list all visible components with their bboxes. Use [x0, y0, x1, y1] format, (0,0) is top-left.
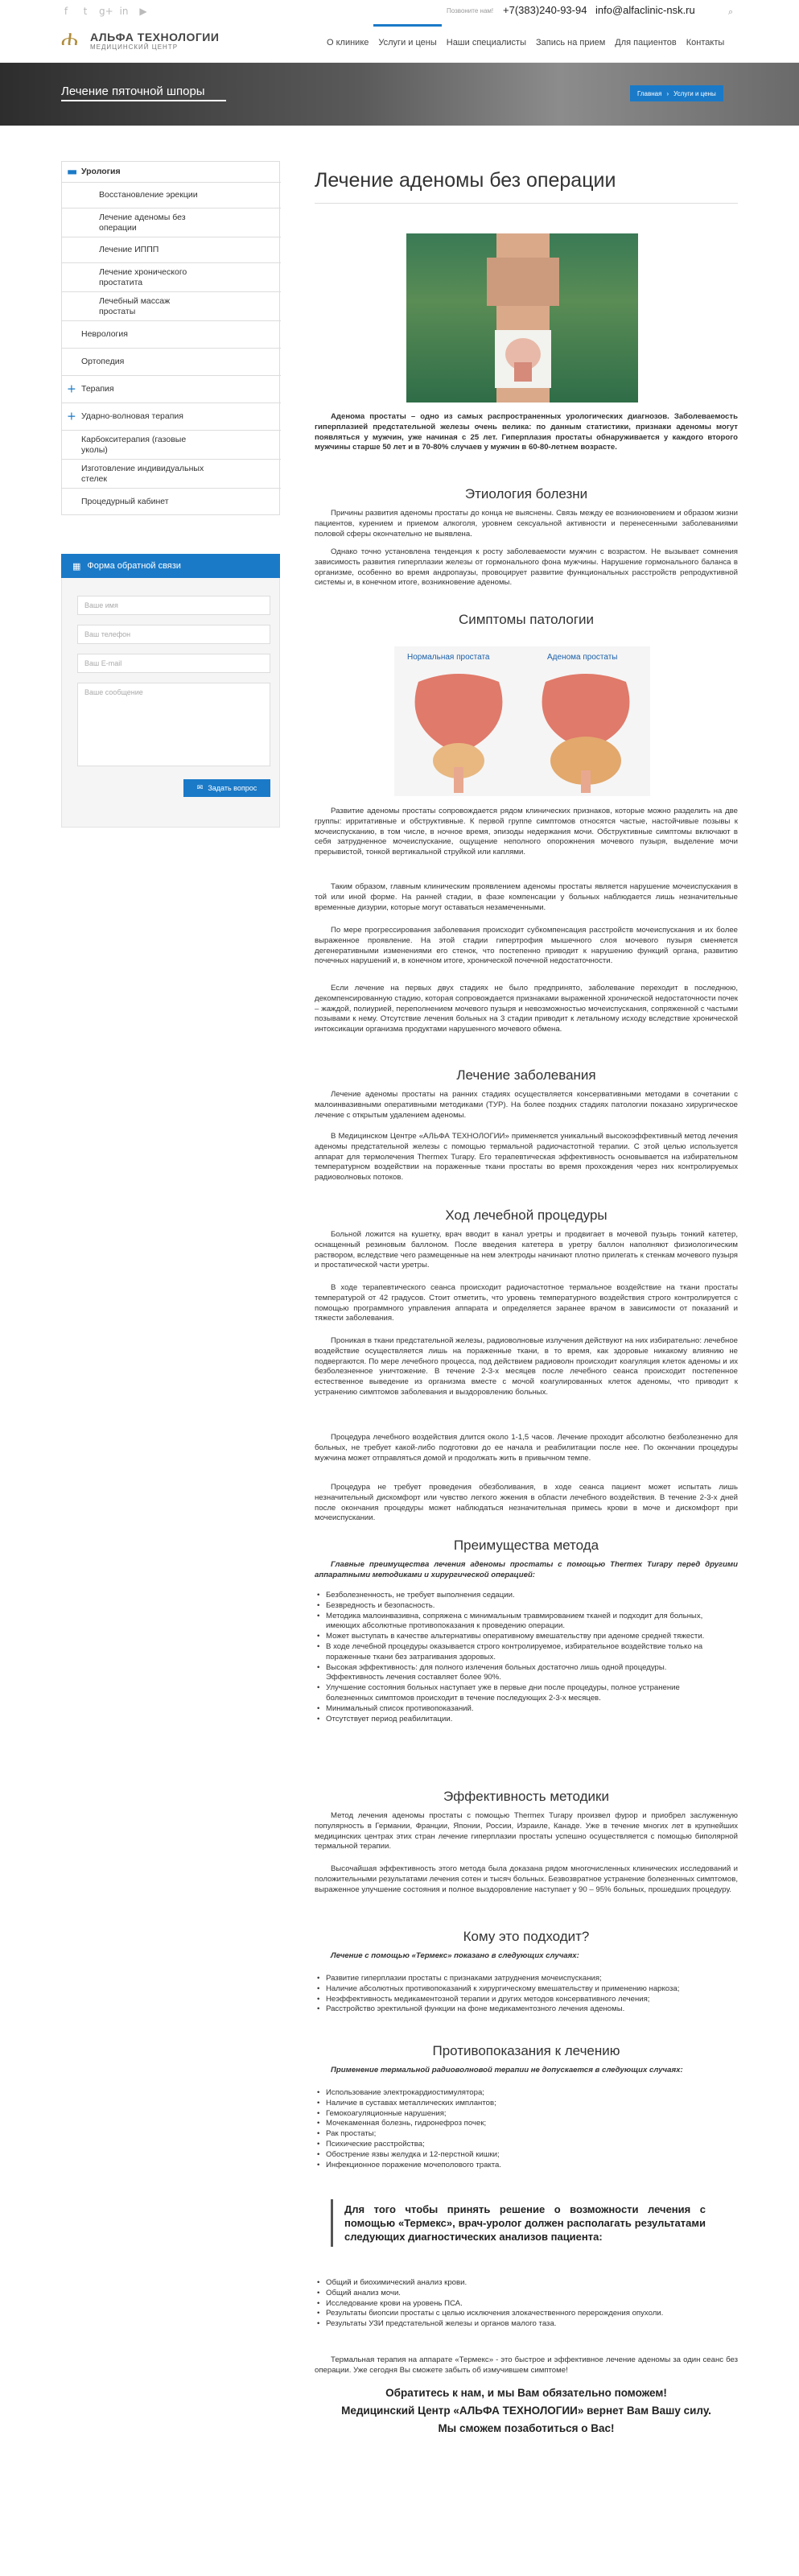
- normal-prostate-caption: Нормальная простата: [407, 653, 490, 662]
- procedure-paragraph-5: Процедура не требует проведения обезболивания, в ходе сеанса пациент может испытать лишь незначительный дискомфорт или чувство легкого жжения в области лечебного воздействия. В течение 2-3-х дней после окончания процедуры может наблюдаться незначительная примесь крови в моче и дискомфорт при мочеиспускании.: [315, 1483, 738, 1523]
- logo-subtitle: МЕДИЦИНСКИЙ ЦЕНТР: [90, 43, 179, 51]
- procedure-paragraph-3: Проникая в ткани предстательной железы, радиоволновые излучения действуют на них избирательно: лечебное воздействие осуществляется лишь на пораженные ткани, в то время, как здоровые никакому влиянию не подвергаются. По мере лечебного процесса, под действием радиоволн происходит коагуляция клеток аденомы и их безболезненное уничтожение. В течение 2-3-х месяцев после лечебного сеанса происходит постепенное естественное выведение из организма вместе с мочой коагулированных клеток аденомы, что приводит к устранению симптомов заболевания и выздоровлению больных.: [315, 1336, 738, 1397]
- feedback-form-header: ▦ Форма обратной связи: [61, 554, 280, 578]
- list-item: • Минимальный список противопоказаний.: [315, 1704, 717, 1715]
- sidebar-item-erection[interactable]: Восстановление эрекции: [62, 183, 281, 208]
- list-item: • Расстройство эректильной функции на фоне медикаментозного лечения аденомы.: [315, 2004, 717, 2015]
- banner-title: Лечение пяточной шпоры: [61, 85, 205, 98]
- advantages-heading: Преимущества метода: [453, 1538, 599, 1553]
- page-title: Лечение аденомы без операции: [315, 169, 616, 192]
- sidebar-item-urology[interactable]: ▬ Урология: [62, 162, 281, 183]
- contraindications-heading: Противопоказания к лечению: [432, 2043, 620, 2058]
- logo-title[interactable]: АЛЬФА ТЕХНОЛОГИИ: [90, 31, 220, 43]
- name-input[interactable]: Ваше имя: [77, 596, 270, 615]
- sidebar-item-ippp[interactable]: Лечение ИППП: [62, 237, 281, 263]
- effectiveness-heading: Эффективность методики: [443, 1789, 609, 1804]
- title-divider: [315, 203, 738, 204]
- sidebar-item-orthopedics[interactable]: Ортопедия: [62, 349, 281, 376]
- list-item: • Исследование крови на уровень ПСА.: [315, 2299, 717, 2310]
- symptoms-paragraph-1: Развитие аденомы простаты сопровождается рядом клинических признаков, которые можно разделить на две группы: ирритативные и обструктивные. К первой группе симптомов относятся частые, настойчивые позывы к мочеиспусканию, в том числе, в ночное время, эпизоды недержания мочи. Обструктивные симптомы включают в себя затрудненное мочеиспускание, ощущение неполного опорожнения мочевого пузыря, выделение мочи прерывистой, тонкой вертикальной струйкой или каплями.: [315, 807, 738, 857]
- list-item: • Использование электрокардиостимулятора;: [315, 2088, 717, 2099]
- sidebar: [61, 161, 280, 515]
- breadcrumb-services[interactable]: Услуги и цены: [673, 89, 716, 97]
- adenoma-caption: Аденома простаты: [547, 653, 618, 662]
- etiology-heading: Этиология болезни: [464, 486, 588, 502]
- procedure-paragraph-2: В ходе терапевтического сеанса происходит радиочастотное термальное воздействие на ткани простаты температурой от 42 градусов. Стоит отметить, что уровень температурного воздействия строго контролируется с помощью программного управления аппарата и определяется заранее врачом в зависимости от показаний и тяжести заболевания.: [315, 1283, 738, 1323]
- phone-input[interactable]: Ваш телефон: [77, 625, 270, 644]
- breadcrumb-separator-icon: ›: [666, 89, 669, 97]
- nav-specialists[interactable]: Наши специалисты: [446, 38, 526, 47]
- nav-contacts[interactable]: Контакты: [686, 38, 725, 47]
- main-nav: [322, 24, 729, 63]
- contraindications-list: [315, 2088, 717, 2170]
- breadcrumb-home[interactable]: Главная: [637, 89, 662, 97]
- email-input[interactable]: Ваш E-mail: [77, 654, 270, 673]
- search-icon[interactable]: ⌕: [728, 6, 734, 17]
- symptoms-paragraph-2: Таким образом, главным клиническим проявлением аденомы простаты является нарушение мочеиспускания в той или иной форме. На ранней стадии, в фазе компенсации у больных наблюдается лишь незначительные временные дизурии, которые могут оставаться незамеченными.: [315, 882, 738, 912]
- effectiveness-paragraph-1: Метод лечения аденомы простаты с помощью Thermex Turapy произвел фурор и приобрел заслуженную популярность в Германии, Франции, Японии, России, Израиле, Канаде. Уже в течение многих лет в крупнейших медицинских центрах этих стран лечение гиперплазии простаты успешно осуществляется с помощью биполярной термальной терапии.: [315, 1811, 738, 1852]
- adenoma-photo: [406, 233, 638, 402]
- list-item: • Неэффективность медикаментозной терапии и других методов консервативного лечения;: [315, 1995, 717, 2005]
- prostate-comparison-image: [394, 646, 650, 796]
- list-item: • Отсутствует период реабилитации.: [315, 1715, 717, 1725]
- sidebar-item-shockwave[interactable]: + Ударно-волновая терапия: [62, 403, 281, 431]
- social-links: [60, 6, 149, 17]
- breadcrumb: [630, 85, 723, 101]
- list-item: • Наличие в суставах металлических имплантов;: [315, 2099, 717, 2109]
- suitable-lead: Лечение с помощью «Термекс» показано в следующих случаях:: [331, 1951, 579, 1960]
- closing-line-2: Медицинский Центр «АЛЬФА ТЕХНОЛОГИИ» вернет Вам Вашу силу.: [341, 2405, 711, 2417]
- list-item: • В ходе лечебной процедуры оказывается строго контролируемое, избирательное воздействие только на пораженные ткани без затрагивания здоровых.: [315, 1642, 717, 1663]
- list-item: • Методика малоинвазивна, сопряжена с минимальным травмированием тканей и подходит для больных, имеющих абсолютные противопоказания к проведению операции.: [315, 1612, 717, 1633]
- list-item: • Развитие гиперплазии простаты с признаками затруднения мочеиспускания;: [315, 1974, 717, 1984]
- etiology-paragraph-1: Причины развития аденомы простаты до конца не выяснены. Связь между ее возникновением и образом жизни пациентов, курением и приемом алкоголя, уровнем сексуальной активности и перенесенными заболеваниями половой сферы окончательно не выявлена.: [315, 509, 738, 539]
- logo-icon[interactable]: ሐ: [61, 27, 78, 51]
- nav-about[interactable]: О клинике: [327, 38, 369, 47]
- list-item: • Психические расстройства;: [315, 2140, 717, 2150]
- list-item: • Может выступать в качестве альтернативы оперативному вмешательству при аденоме средней тяжести.: [315, 1632, 717, 1642]
- analyses-quote-text: Для того чтобы принять решение о возможности лечения с помощью «Термекс», врач-уролог должен располагать результатами следующих диагностических анализов пациента:: [344, 2203, 706, 2243]
- plus-icon[interactable]: +: [67, 410, 76, 423]
- closing-line-3: Мы сможем позаботиться о Вас!: [438, 2422, 615, 2434]
- suitable-heading: Кому это подходит?: [463, 1929, 590, 1944]
- procedure-heading: Ход лечебной процедуры: [445, 1208, 607, 1223]
- calendar-icon: ▦: [72, 560, 81, 572]
- page-bottom: [0, 2548, 799, 2576]
- list-item: • Рак простаты;: [315, 2129, 717, 2140]
- analyses-quote: [331, 2199, 717, 2247]
- youtube-icon[interactable]: ▶: [139, 6, 147, 17]
- photo-illustration: [406, 233, 638, 402]
- sidebar-item-massage[interactable]: Лечебный массаж простаты: [62, 292, 281, 321]
- sidebar-item-prostatitis[interactable]: Лечение хронического простатита: [62, 263, 281, 292]
- sidebar-item-adenoma[interactable]: Лечение аденомы без операции: [62, 208, 281, 237]
- sidebar-item-neurology[interactable]: Неврология: [62, 321, 281, 349]
- list-item: • Общий и биохимический анализ крови.: [315, 2278, 717, 2289]
- intro-text: Аденома простаты – одно из самых распространенных урологических диагнозов. Заболеваемость гиперплазией предстательной железы очень велика: по данным статистики, признаки аденомы могут появляться у мужчин, уже начиная с 25 лет. Гиперплазия простаты обнаруживается у каждого второго мужчины старше 50 лет и в 70-80% случаев у мужчин в 60-80-летнем возрасте.: [315, 412, 738, 452]
- outro-text: Термальная терапия на аппарате «Термекс» - это быстрое и эффективное лечение аденомы за один сеанс без операции. Уже сегодня Вы сможете забыть об измучившем симптоме!: [315, 2355, 738, 2375]
- list-item: • Высокая эффективность: для полного излечения больных достаточно лишь одной процедуры. Эффективность лечения составляет более 90%.: [315, 1663, 717, 1684]
- list-item: • Обострение язвы желудка и 12-перстной кишки;: [315, 2150, 717, 2161]
- facebook-icon[interactable]: f: [64, 6, 68, 17]
- list-item: • Инфекционное поражение мочеполового тракта.: [315, 2161, 717, 2171]
- list-item: • Общий анализ мочи.: [315, 2289, 717, 2299]
- analyses-list: [315, 2278, 717, 2330]
- call-us-label: Позвоните нам!: [447, 7, 494, 14]
- treatment-paragraph-2: В Медицинском Центре «АЛЬФА ТЕХНОЛОГИИ» применяется уникальный высокоэффективный метод лечения аденомы предстательной железы с помощью термальной радиочастотной терапии. С этой целью используется аппарат для термолечения Thermex Turapy. Его терапевтическая эффективность основывается на избирательном температурном воздействии на пораженные ткани простаты во время прохождения через них контролируемых радиоволновых потоков.: [315, 1132, 738, 1183]
- list-item: • Наличие абсолютных противопоказаний к хирургическому вмешательству и применению наркоза;: [315, 1984, 717, 1995]
- contraindications-lead: Применение термальной радиоволновой терапии не допускается в следующих случаях:: [331, 2066, 683, 2074]
- plus-icon[interactable]: +: [67, 382, 76, 395]
- mail-icon: ✉: [196, 784, 204, 792]
- list-item: • Результаты УЗИ предстательной железы и органов малого таза.: [315, 2319, 717, 2330]
- suitable-list: [315, 1974, 717, 2015]
- symptoms-paragraph-4: Если лечение на первых двух стадиях не было предпринято, заболевание переходит в последнюю, декомпенсированную стадию, которая сопровождается признаками выраженной хронической недостаточности почек – жаждой, полиурией, переполнением мочевого пузыря и невозможностью мочеиспускания, сопряженной с частыми позывами к нему. Отсутствие лечения больных на 3 стадии приводит к летальному исходу вследствие хронической интоксикации организма продуктами нарушенного мочевого обмена.: [315, 984, 738, 1034]
- effectiveness-paragraph-2: Высочайшая эффективность этого метода была доказана рядом многочисленных клинических исследований и положительными результатами лечения сотен и тысяч больных. Безвозвратное устранение болезненных симптомов, выраженное улучшение состояния и полное выздоровление наступает у 90 – 95% больных, прошедших процедуру.: [315, 1864, 738, 1894]
- google-plus-icon[interactable]: g+: [99, 6, 113, 17]
- email-link[interactable]: info@alfaclinic-nsk.ru: [595, 4, 695, 16]
- sidebar-item-therapy[interactable]: + Терапия: [62, 376, 281, 403]
- sidebar-item-procedure-room[interactable]: Процедурный кабинет: [81, 496, 169, 506]
- nav-services[interactable]: Услуги и цены: [373, 24, 441, 63]
- nav-patients[interactable]: Для пациентов: [615, 38, 677, 47]
- list-item: • Безвредность и безопасность.: [315, 1601, 717, 1612]
- list-item: • Мочекаменная болезнь, гидронефроз почек;: [315, 2119, 717, 2129]
- treatment-heading: Лечение заболевания: [456, 1067, 596, 1083]
- etiology-paragraph-2: Однако точно установлена тенденция к росту заболеваемости мужчин с возрастом. Не вызывает сомнения зависимость развития гиперплазии железы от гормонального фона мужчины. Нарушение гормонального баланса в организме, особенно во время андропаузы, провоцирует развитие функциональных расстройств репродуктивной системы и, в конечном итоге, возникновение аденомы.: [315, 547, 738, 588]
- message-textarea[interactable]: Ваше сообщение: [77, 683, 270, 766]
- sidebar-item-carboxy[interactable]: Карбокситерапия (газовые уколы): [62, 431, 281, 460]
- list-item: • Улучшение состояния больных наступает уже в первые дни после процедуры, полное устранение болезненных симптомов происходит в течение последующих 2-3-х месяцев.: [315, 1683, 717, 1704]
- advantages-list: [315, 1591, 717, 1724]
- phone-link[interactable]: +7(383)240-93-94: [503, 4, 587, 16]
- list-item: • Гемокоагуляционные нарушения;: [315, 2109, 717, 2120]
- procedure-paragraph-4: Процедура лечебного воздействия длится около 1-1,5 часов. Лечение проходит абсолютно безболезненно для больных, не требует какой-либо подготовки до ее начала и реабилитации после нее. По окончании процедуры мужчина может отправляться домой и продолжать жить в привычном темпе.: [315, 1433, 738, 1463]
- linkedin-icon[interactable]: in: [119, 6, 129, 17]
- nav-appointment[interactable]: Запись на прием: [535, 38, 606, 47]
- list-item: • Безболезненность, не требует выполнения седации.: [315, 1591, 717, 1601]
- symptoms-paragraph-3: По мере прогрессирования заболевания происходит субкомпенсация расстройств мочеиспускания и их более выраженное проявление. На этой стадии гипертрофия мышечного слоя мочевого пузыря сменяется дегенеративными изменениями его стенок, что постепенно приводит к нарушению функций органа, развитию почечных нарушений и, в конечном итоге, хронической почечной недостаточности.: [315, 926, 738, 966]
- twitter-icon[interactable]: t: [83, 6, 88, 17]
- sidebar-menu: [61, 161, 280, 515]
- banner-underline: [61, 100, 226, 101]
- procedure-paragraph-1: Больной ложится на кушетку, врач вводит в канал уретры и продвигает в мочевой пузырь тонкий катетер, оснащенный резиновым баллоном. После введения катетера в уретру баллон наполняют физиологическим раствором, вследствие чего размещенные на нем электроды начинают плотно прилегать к стенкам мочевого пузыря и простатической части уретры.: [315, 1230, 738, 1270]
- list-item: • Результаты биопсии простаты с целью исключения злокачественного перерождения опухоли.: [315, 2309, 717, 2319]
- treatment-paragraph-1: Лечение аденомы простаты на ранних стадиях осуществляется консервативными методами в сочетании с малоинвазивными оперативными методиками (ТУР). На более поздних стадиях патологии показано хирургическое лечение с открытым удалением аденомы.: [315, 1090, 738, 1120]
- submit-question-button[interactable]: ✉ Задать вопрос: [183, 779, 270, 797]
- closing-line-1: Обратитесь к нам, и мы Вам обязательно поможем!: [385, 2387, 667, 2399]
- sidebar-item-insoles[interactable]: Изготовление индивидуальных стелек: [62, 460, 281, 489]
- advantages-lead: Главные преимущества лечения аденомы простаты с помощью Thermex Turapy перед другими аппаратными методиками и хирургической операцией:: [315, 1560, 738, 1579]
- prostate-drawings: [394, 666, 650, 796]
- minus-icon[interactable]: ▬: [67, 165, 78, 178]
- symptoms-heading: Симптомы патологии: [458, 612, 595, 627]
